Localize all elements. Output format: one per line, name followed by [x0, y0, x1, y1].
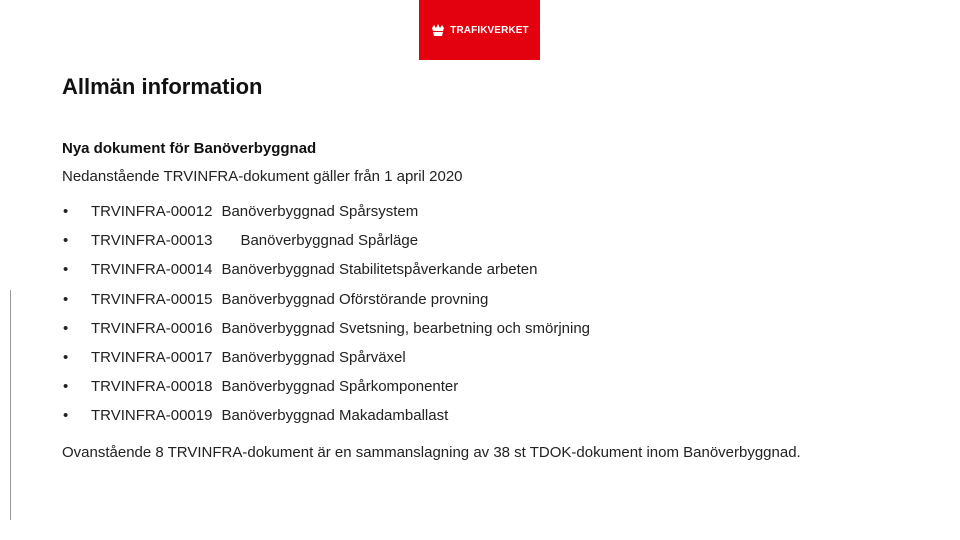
bullet: • [63, 407, 69, 425]
summary-text: Ovanstående 8 TRVINFRA-dokument är en sammanslagning av 38 st TDOK-dokument inom Banöverbyggnad. [62, 444, 801, 461]
document-code: TRVINFRA-00019 [91, 407, 213, 425]
document-title: Banöverbyggnad Spårkomponenter [221, 378, 459, 396]
document-item [62, 197, 590, 226]
document-item [62, 285, 590, 314]
document-title: Banöverbyggnad Stabilitetspåverkande arbeten [221, 261, 538, 279]
bullet: • [63, 261, 69, 279]
document-code: TRVINFRA-00018 [91, 378, 213, 396]
document-item [62, 372, 590, 401]
document-code: TRVINFRA-00015 [91, 290, 213, 308]
document-title: Banöverbyggnad Oförstörande provning [221, 290, 489, 308]
document-item [62, 255, 590, 284]
document-code: TRVINFRA-00013 [91, 232, 213, 250]
document-title: Banöverbyggnad Spårläge [240, 232, 419, 250]
slide-title: Allmän information [62, 74, 263, 99]
document-code: TRVINFRA-00012 [91, 203, 213, 221]
document-list [62, 197, 590, 431]
document-title: Banöverbyggnad Makadamballast [221, 407, 449, 425]
document-item [62, 343, 590, 372]
document-item [62, 314, 590, 343]
logo-text: TRAFIKVERKET [450, 24, 529, 36]
crown-emblem-icon [430, 22, 446, 38]
document-item [62, 401, 590, 430]
bullet: • [63, 203, 69, 221]
document-title: Banöverbyggnad Svetsning, bearbetning och smörjning [221, 319, 591, 337]
document-code: TRVINFRA-00016 [91, 319, 213, 337]
bullet: • [63, 378, 69, 396]
trafikverket-logo [419, 0, 540, 60]
bullet: • [63, 232, 69, 250]
document-title: Banöverbyggnad Spårsystem [221, 203, 419, 221]
document-title: Banöverbyggnad Spårväxel [221, 349, 406, 367]
bullet: • [63, 290, 69, 308]
document-code: TRVINFRA-00014 [91, 261, 213, 279]
document-item [62, 226, 590, 255]
bullet: • [63, 349, 69, 367]
intro-text: Nedanstående TRVINFRA-dokument gäller från 1 april 2020 [62, 168, 463, 185]
side-document-marker [8, 290, 14, 520]
marker-line [10, 290, 11, 520]
slide-subtitle: Nya dokument för Banöverbyggnad [62, 140, 317, 157]
document-code: TRVINFRA-00017 [91, 349, 213, 367]
bullet: • [63, 319, 69, 337]
